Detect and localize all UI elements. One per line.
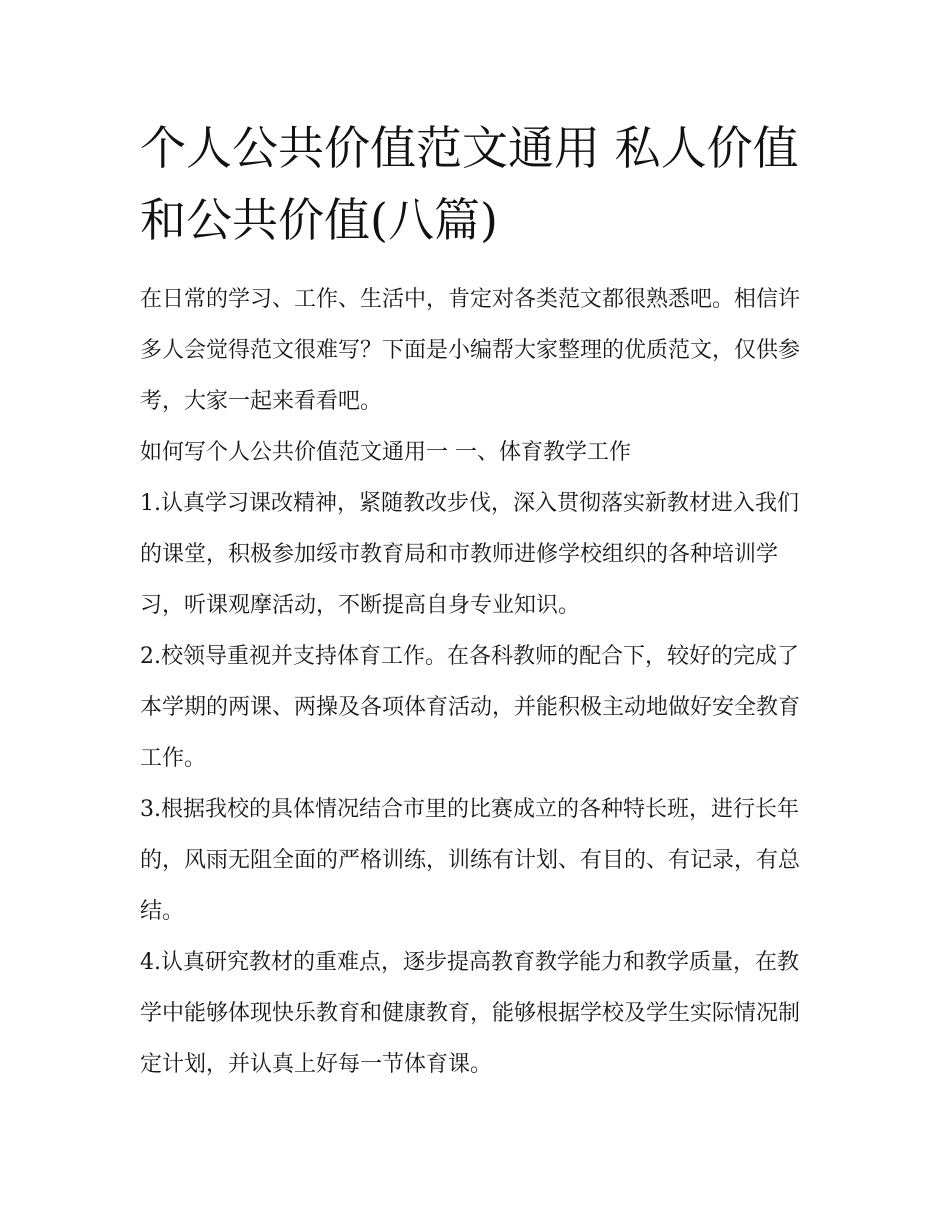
list-item-3: 3.根据我校的具体情况结合市里的比赛成立的各种特长班，进行长年的，风雨无阻全面的严格训练，训练有计划、有目的、有记录，有总结。 [140,797,801,924]
intro-paragraph: 在日常的学习、工作、生活中，肯定对各类范文都很熟悉吧。相信许多人会觉得范文很难写？下面是小编帮大家整理的优质范文，仅供参考，大家一起来看看吧。 [140,287,801,414]
document-title: 个人公共价值范文通用 私人价值和公共价值(八篇) [140,121,799,247]
list-item-2: 2.校领导重视并支持体育工作。在各科教师的配合下，较好的完成了本学期的两课、两操及各项体育活动，并能积极主动地做好安全教育工作。 [140,644,801,771]
list-item-1: 1.认真学习课改精神，紧随教改步伐，深入贯彻落实新教材进入我们的课堂，积极参加绥市教育局和市教师进修学校组织的各种培训学习，听课观摩活动，不断提高自身专业知识。 [140,491,799,618]
section-heading: 如何写个人公共价值范文通用一 一、体育教学工作 [140,440,631,465]
document-body [140,112,820,1090]
list-item-4: 4.认真研究教材的重难点，逐步提高教育教学能力和教学质量，在教学中能够体现快乐教育和健康教育，能够根据学校及学生实际情况制定计划，并认真上好每一节体育课。 [140,950,801,1077]
